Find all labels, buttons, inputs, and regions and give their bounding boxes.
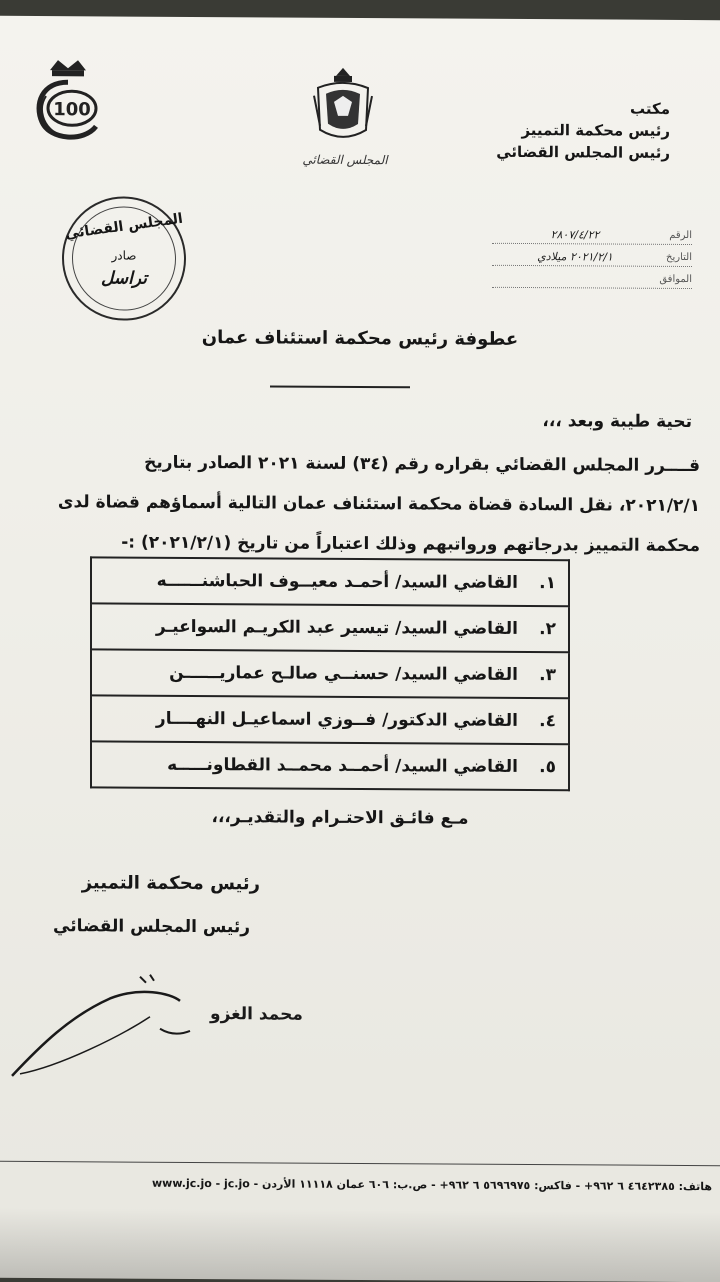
body-line: ٢٠٢١/٢/١، نقل السادة قضاة محكمة استئناف عمان التالية أسماؤهم قضاة لدى [57,492,700,517]
office-line: رئيس محكمة التمييز [521,120,670,140]
row-number: ٥. [539,757,556,778]
letter-page [0,16,720,1282]
judge-name: القاضي السيد/ حسنــي صالـح عماريــــــن [169,662,518,685]
judge-name: القاضي السيد/ أحمــد محمــد القطاونـــــه [167,754,518,777]
office-line: رئيس المجلس القضائي [496,142,670,162]
judge-name: القاضي السيد/ تيسير عبد الكريـم السواعيـر [155,616,518,639]
row-number: ٢. [539,619,556,640]
table-row [91,649,569,698]
stamp-bottom-text: تراسل [101,268,147,289]
row-number: ١. [539,573,556,594]
office-line: مكتب [629,99,670,118]
table-row [91,557,569,606]
reference-match-label: الموافق [659,273,692,285]
reference-date-label: التاريخ [666,251,692,263]
row-number: ٣. [539,665,556,686]
body-line: محكمة التمييز بدرجاتهم ورواتبهم وذلك اعتباراً من تاريخ (٢٠٢١/٢/١) :- [121,532,700,557]
divider [270,385,410,388]
recipient: عطوفة رئيس محكمة استئناف عمان [201,327,519,350]
reference-date: ٢٠٢١/٢/١ ميلادي [537,249,613,264]
crest-caption: المجلس القضائي [302,152,388,168]
judges-table [90,556,570,791]
reference-block [492,225,692,292]
body-line: قــــرر المجلس القضائي بقراره رقم (٣٤) لسنة ٢٠٢١ الصادر بتاريخ [144,452,700,477]
row-number: ٤. [539,711,556,732]
judge-name: القاضي الدكتور/ فــوزي اسماعيـل النهــــار [155,708,518,731]
closing: مـع فائـق الاحتـرام والتقديـر،،، [211,807,469,829]
office-header [496,97,670,164]
stamp-top-text: المجلس القضائي [64,210,184,243]
greeting: تحية طيبة وبعد ،،، [542,411,692,433]
table-row [91,695,569,744]
footer-divider [0,1161,720,1166]
handwritten-signature [0,956,303,1098]
signatory-title: رئيس المجلس القضائي [53,916,250,938]
jordan-crest-icon [308,66,378,146]
table-row [91,741,569,790]
stamp-middle-text: صادر [111,248,137,263]
signature-name: محمد الغزو [210,1004,303,1025]
outgoing-stamp [62,196,186,321]
footer-contact: هاتف: ٤٦٤٢٣٨٥ ٦ ٩٦٢+ - فاكس: ٥٦٩٦٩٧٥ ٦ ٩٦٢+ - ص.ب: ٦٠٦ عمان ١١١١٨ الأردن - www.jc.jo - jc.jo [152,1176,712,1194]
judge-name: القاضي السيد/ أحمـد معيــوف الحباشنــــــه [156,570,518,593]
signatory-title: رئيس محكمة التمييز [81,872,260,895]
centennial-logo [28,56,108,146]
reference-number-label: الرقم [669,229,692,241]
logo-text: 100 [53,99,91,121]
letter-body [10,442,700,566]
table-row [91,603,569,652]
reference-number: ٢٨٠٧/٤/٢٢ [550,227,600,241]
